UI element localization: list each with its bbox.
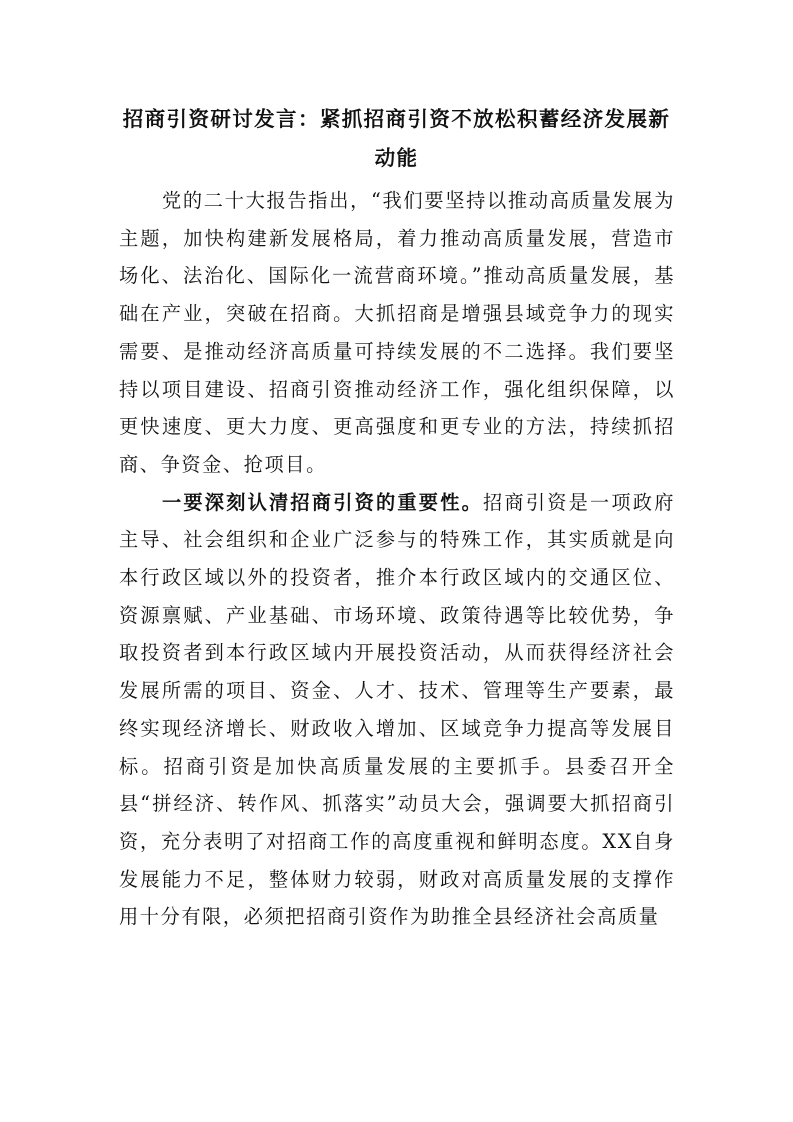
paragraph-2 <box>119 484 675 936</box>
document-body <box>119 182 675 936</box>
paragraph-2-heading: 一要深刻认清招商引资的重要性。 <box>162 490 484 514</box>
paragraph-2-text: 招商引资是一项政府主导、社会组织和企业广泛参与的特殊工作，其实质就是向本行政区域以外的投资者，推介本行政区域内的交通区位、资源禀赋、产业基础、市场环境、政策待遇等比较优势，争取投资者到本行政区域内开展投资活动，从而获得经济社会发展所需的项目、资金、人才、技术、管理等生产要素，最终实现经济增长、财政收入增加、区域竞争力提高等发展目标。招商引资是加快高质量发展的主要抓手。县委召开全县“拼经济、转作风、抓落实”动员大会，强调要大抓招商引资，充分表明了对招商工作的高度重视和鲜明态度。XX自身发展能力不足，整体财力较弱，财政对高质量发展的支撑作用十分有限，必须把招商引资作为助推全县经济社会高质量 <box>119 490 676 929</box>
document-title: 招商引资研讨发言：紧抓招商引资不放松积蓄经济发展新动能 <box>122 107 671 170</box>
paragraph-1 <box>119 182 675 484</box>
paragraph-1-text: 党的二十大报告指出，“我们要坚持以推动高质量发展为主题，加快构建新发展格局，着力推动高质量发展，营造市场化、法治化、国际化一流营商环境。”推动高质量发展，基础在产业，突破在招商。大抓招商是增强县域竞争力的现实需要、是推动经济高质量可持续发展的不二选择。我们要坚持以项目建设、招商引资推动经济工作，强化组织保障，以更快速度、更大力度、更高强度和更专业的方法，持续抓招商、争资金、抢项目。 <box>119 189 675 476</box>
